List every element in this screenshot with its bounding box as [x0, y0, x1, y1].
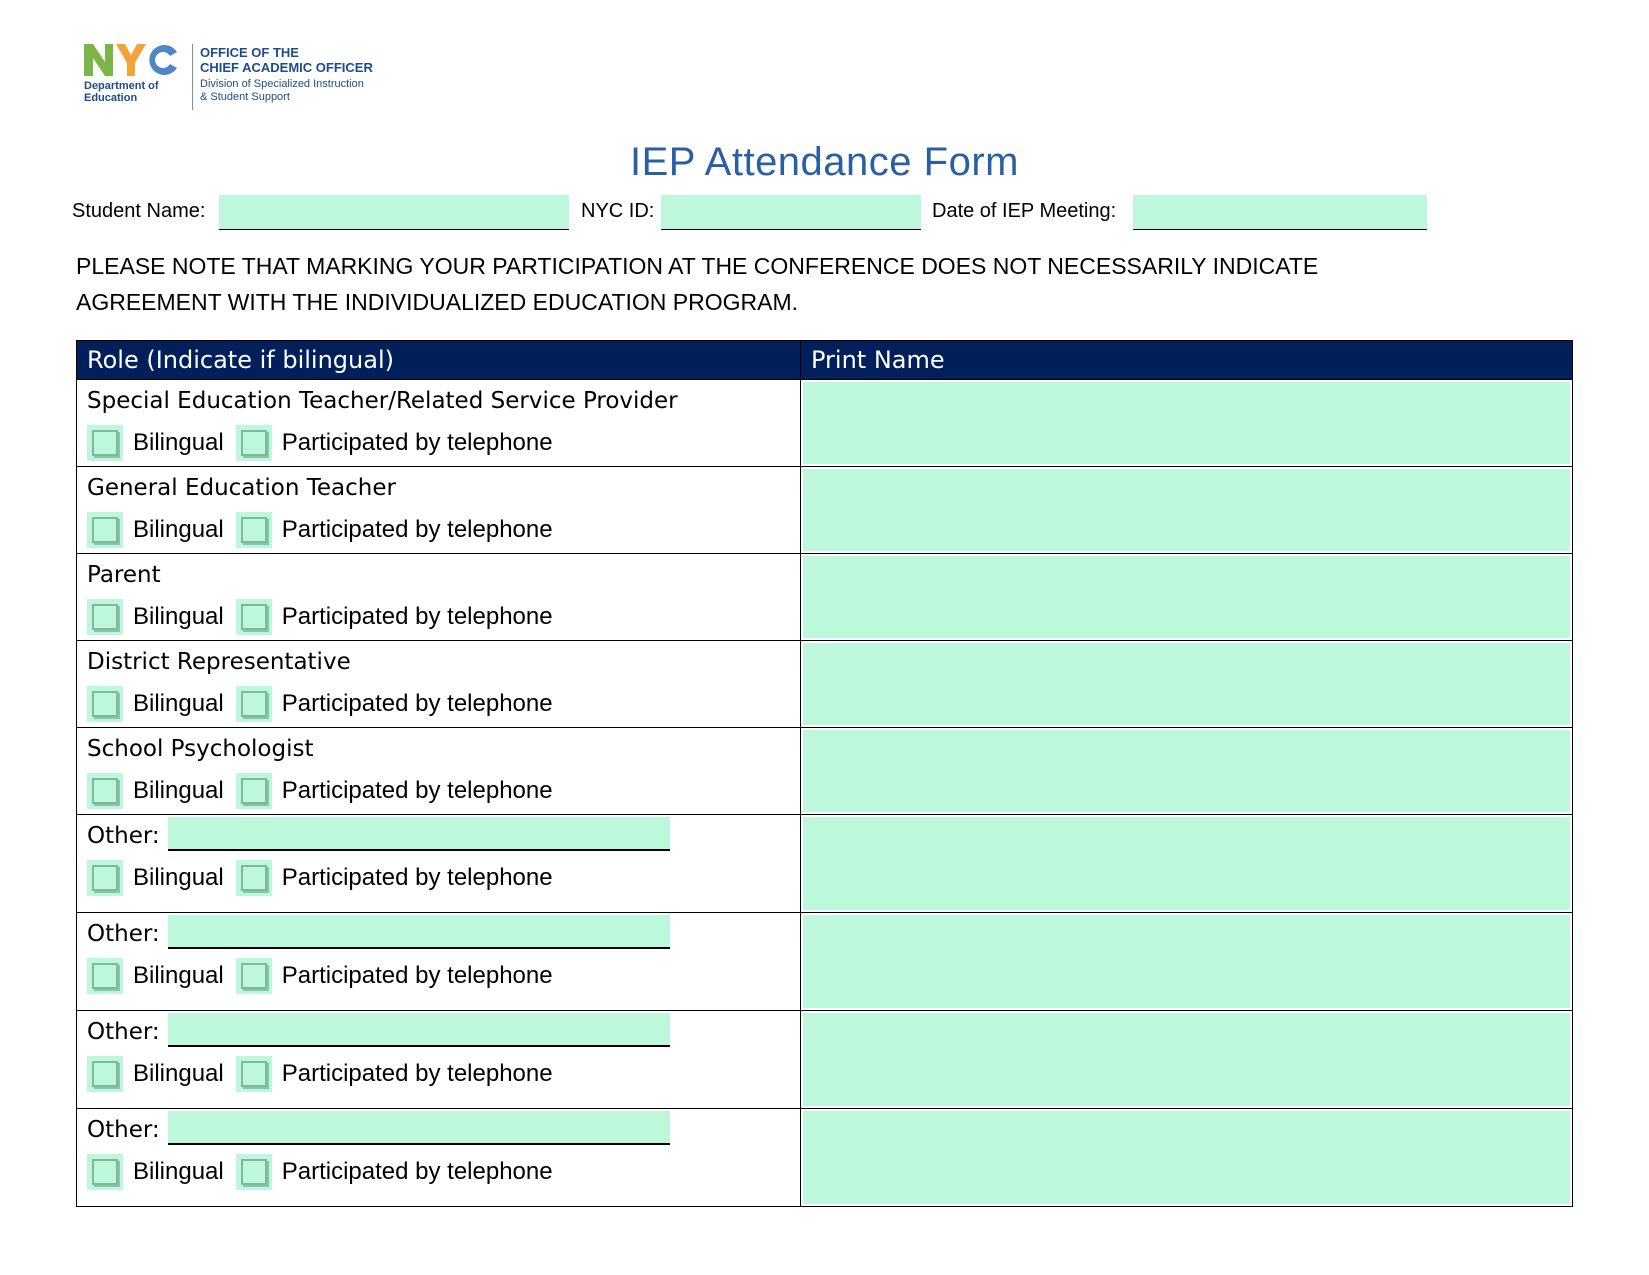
table-row: [77, 728, 1573, 815]
telephone-label: Participated by telephone: [281, 962, 553, 989]
bilingual-checkbox[interactable]: [87, 860, 123, 896]
note-line-1: PLEASE NOTE THAT MARKING YOUR PARTICIPATION AT THE CONFERENCE DOES NOT NECESSARILY INDICATE: [76, 253, 1319, 279]
role-cell: [77, 815, 801, 913]
participation-options: [87, 1149, 800, 1195]
role-cell: [77, 554, 801, 641]
checkbox-icon: [92, 691, 118, 717]
bilingual-label: Bilingual: [133, 1060, 224, 1087]
checkbox-icon: [92, 963, 118, 989]
logo-divider: [192, 44, 193, 110]
table-header-row: [77, 341, 1573, 380]
participation-options: [87, 855, 800, 901]
other-role-field[interactable]: [168, 915, 670, 949]
print-name-cell: [801, 913, 1573, 1011]
role-cell: [77, 641, 801, 728]
role-cell: [77, 380, 801, 467]
print-name-cell: [801, 380, 1573, 467]
division-name: Division of Specialized Instruction & Student Support: [200, 78, 364, 103]
bilingual-label: Bilingual: [133, 690, 224, 717]
telephone-checkbox[interactable]: [236, 860, 272, 896]
bilingual-checkbox[interactable]: [87, 512, 123, 548]
role-name: Special Education Teacher/Related Service Provider: [87, 388, 678, 414]
bilingual-label: Bilingual: [133, 603, 224, 630]
bilingual-checkbox[interactable]: [87, 958, 123, 994]
bilingual-label: Bilingual: [133, 777, 224, 804]
table-row: [77, 1109, 1573, 1207]
date-of-iep-meeting-field[interactable]: [1133, 195, 1427, 230]
print-name-field[interactable]: [803, 817, 1570, 910]
participation-note: [76, 248, 1556, 320]
nyc-id-field[interactable]: [661, 195, 921, 230]
print-name-field[interactable]: [803, 1013, 1570, 1106]
other-role-line: [87, 913, 800, 949]
bilingual-checkbox[interactable]: [87, 1056, 123, 1092]
other-role-label: Other:: [87, 823, 160, 849]
other-role-label: Other:: [87, 1117, 160, 1143]
telephone-checkbox[interactable]: [236, 773, 272, 809]
checkbox-icon: [92, 1159, 118, 1185]
student-name-label: Student Name:: [72, 200, 206, 222]
telephone-label: Participated by telephone: [281, 864, 553, 891]
role-name: Parent: [87, 562, 161, 588]
bilingual-checkbox[interactable]: [87, 773, 123, 809]
nyc-doe-logo: [84, 42, 404, 112]
other-role-field[interactable]: [168, 1111, 670, 1145]
bilingual-label: Bilingual: [133, 1158, 224, 1185]
table-row: [77, 815, 1573, 913]
other-role-field[interactable]: [168, 817, 670, 851]
telephone-label: Participated by telephone: [281, 603, 553, 630]
print-name-cell: [801, 1109, 1573, 1207]
print-name-cell: [801, 815, 1573, 913]
role-cell: [77, 1109, 801, 1207]
checkbox-icon: [241, 963, 267, 989]
checkbox-icon: [241, 517, 267, 543]
print-name-field[interactable]: [803, 915, 1570, 1008]
bilingual-label: Bilingual: [133, 429, 224, 456]
other-role-label: Other:: [87, 1019, 160, 1045]
role-cell: [77, 913, 801, 1011]
print-name-field[interactable]: [803, 1111, 1570, 1204]
page-title: IEP Attendance Form: [630, 140, 1019, 184]
participation-options: [87, 768, 800, 814]
telephone-label: Participated by telephone: [281, 429, 553, 456]
print-name-cell: [801, 641, 1573, 728]
telephone-checkbox[interactable]: [236, 958, 272, 994]
other-role-line: [87, 1109, 800, 1145]
checkbox-icon: [241, 1159, 267, 1185]
checkbox-icon: [92, 865, 118, 891]
print-name-cell: [801, 1011, 1573, 1109]
role-cell: [77, 467, 801, 554]
other-role-line: [87, 1011, 800, 1047]
table-row: [77, 913, 1573, 1011]
table-row: [77, 1011, 1573, 1109]
other-role-line: [87, 815, 800, 851]
note-line-2: AGREEMENT WITH THE INDIVIDUALIZED EDUCATION PROGRAM.: [76, 289, 799, 315]
date-of-iep-meeting-label: Date of IEP Meeting:: [932, 200, 1117, 222]
telephone-checkbox[interactable]: [236, 686, 272, 722]
print-name-cell: [801, 728, 1573, 815]
checkbox-icon: [241, 691, 267, 717]
telephone-checkbox[interactable]: [236, 425, 272, 461]
telephone-checkbox[interactable]: [236, 599, 272, 635]
role-name: School Psychologist: [87, 736, 314, 762]
role-name: General Education Teacher: [87, 475, 396, 501]
print-name-field[interactable]: [803, 643, 1570, 725]
print-name-field[interactable]: [803, 469, 1570, 551]
bilingual-label: Bilingual: [133, 864, 224, 891]
role-cell: [77, 1011, 801, 1109]
telephone-label: Participated by telephone: [281, 690, 553, 717]
bilingual-checkbox[interactable]: [87, 686, 123, 722]
checkbox-icon: [241, 1061, 267, 1087]
telephone-label: Participated by telephone: [281, 777, 553, 804]
checkbox-icon: [241, 865, 267, 891]
participation-options: [87, 507, 800, 553]
bilingual-checkbox[interactable]: [87, 425, 123, 461]
other-role-field[interactable]: [168, 1013, 670, 1047]
checkbox-icon: [241, 604, 267, 630]
checkbox-icon: [241, 430, 267, 456]
participation-options: [87, 953, 800, 999]
nyc-id-label: NYC ID:: [581, 200, 655, 222]
role-name: District Representative: [87, 649, 351, 675]
nyc-logo-icon: [84, 42, 179, 78]
checkbox-icon: [92, 1061, 118, 1087]
telephone-label: Participated by telephone: [281, 1158, 553, 1185]
print-name-field[interactable]: [803, 556, 1570, 638]
participation-options: [87, 594, 800, 640]
checkbox-icon: [92, 430, 118, 456]
table-row: [77, 554, 1573, 641]
column-header-print-name: Print Name: [801, 341, 1573, 380]
participation-options: [87, 681, 800, 727]
print-name-field[interactable]: [803, 730, 1570, 812]
table-row: [77, 641, 1573, 728]
bilingual-label: Bilingual: [133, 962, 224, 989]
participation-options: [87, 420, 800, 466]
office-name: OFFICE OF THE CHIEF ACADEMIC OFFICER: [200, 45, 373, 75]
checkbox-icon: [241, 778, 267, 804]
table-row: [77, 467, 1573, 554]
bilingual-checkbox[interactable]: [87, 599, 123, 635]
print-name-field[interactable]: [803, 382, 1570, 464]
logo-department-text: Department of Education: [84, 80, 159, 104]
attendance-table: [76, 340, 1573, 1207]
checkbox-icon: [92, 778, 118, 804]
telephone-checkbox[interactable]: [236, 1056, 272, 1092]
telephone-checkbox[interactable]: [236, 1154, 272, 1190]
telephone-checkbox[interactable]: [236, 512, 272, 548]
checkbox-icon: [92, 604, 118, 630]
bilingual-label: Bilingual: [133, 516, 224, 543]
print-name-cell: [801, 467, 1573, 554]
checkbox-icon: [92, 517, 118, 543]
column-header-role: Role (Indicate if bilingual): [77, 341, 801, 380]
other-role-label: Other:: [87, 921, 160, 947]
participation-options: [87, 1051, 800, 1097]
table-row: [77, 380, 1573, 467]
telephone-label: Participated by telephone: [281, 1060, 553, 1087]
print-name-cell: [801, 554, 1573, 641]
bilingual-checkbox[interactable]: [87, 1154, 123, 1190]
student-name-field[interactable]: [219, 195, 569, 230]
role-cell: [77, 728, 801, 815]
telephone-label: Participated by telephone: [281, 516, 553, 543]
